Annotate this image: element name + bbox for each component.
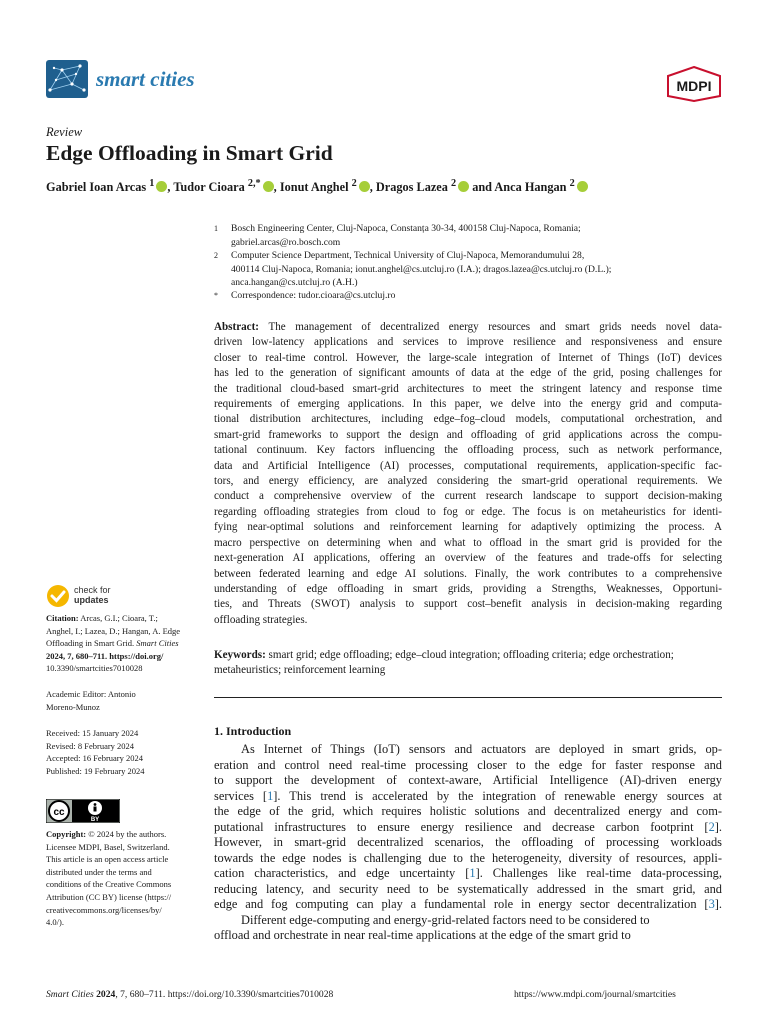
paragraph-line: reducing latency, and security need to be systematically addressed in the smart grid, and bbox=[214, 881, 722, 896]
affiliation-mark: 2 bbox=[214, 251, 218, 260]
citation-reference-link[interactable]: 1 bbox=[469, 866, 476, 880]
abstract-line: driven low-latency applications and services to improve resilience and responsiveness and ensure bbox=[214, 336, 722, 349]
paragraph-line: As Internet of Things (IoT) sensors and actuators are deployed in smart grids, op- bbox=[241, 742, 722, 756]
keywords-line: metaheuristics; reinforcement learning bbox=[214, 664, 386, 677]
citation-line: 2024, 7, 680–711. https://doi.org/ bbox=[46, 650, 164, 661]
citation-reference-link[interactable]: 1 bbox=[267, 788, 274, 803]
author-affiliation-mark: 1 bbox=[149, 178, 155, 189]
author-affiliation-mark: 2 bbox=[569, 178, 575, 189]
paragraph bbox=[214, 742, 722, 913]
paragraph-line: the edge of the grid, which requires holistic solutions and decentralized energy and com- bbox=[214, 804, 722, 818]
affiliation-line: Correspondence: tudor.cioara@cs.utcluj.ro bbox=[231, 290, 396, 301]
author-name: Tudor Cioara bbox=[173, 180, 245, 195]
footer-journal: Smart Cities bbox=[46, 989, 94, 1000]
author-affiliation-mark: 2 bbox=[351, 178, 357, 189]
footer-year: 2024 bbox=[96, 989, 116, 1000]
author-separator: , bbox=[273, 180, 280, 195]
citation-line: Arcas, G.I.; Cioara, T.; bbox=[78, 613, 158, 623]
introduction-body bbox=[214, 742, 722, 944]
abstract-line: tational continuum. Key factors influencing the offloading process, such as network performance, bbox=[214, 444, 722, 457]
abstract-line: regarding offloading strategies from cloud to fog or edge. The focus is on metaheuristics for identi- bbox=[214, 505, 722, 518]
abstract-line: tors, and energy efficiency, are analyzed considering the smart-grid operational requirements. We bbox=[214, 475, 722, 488]
author-name: Ionut Anghel bbox=[279, 180, 349, 195]
author-list bbox=[46, 178, 588, 195]
section-divider bbox=[214, 697, 722, 698]
date-received: Received: 15 January 2024 bbox=[46, 728, 139, 738]
paragraph-line: towards the edge nodes is challenging due to the heterogeneity, diversity of resources, appli- bbox=[214, 850, 722, 865]
abstract-line: smart-grid frameworks to support the design and offloading of grid applications across the compu- bbox=[214, 428, 722, 441]
affiliation-line: 400114 Cluj-Napoca, Romania; ionut.anghel@cs.utcluj.ro (I.A.); dragos.lazea@cs.utcluj.ro (D.L.); bbox=[231, 263, 612, 275]
affiliation-line: Computer Science Department, Technical University of Cluj-Napoca, Memorandumului 28, bbox=[231, 250, 585, 261]
abstract-line: data and Artificial Intelligence (AI) processes, computational requirements, application-specific fac- bbox=[214, 459, 722, 472]
section-heading: 1. Introduction bbox=[214, 724, 292, 738]
copyright-line: Attribution (CC BY) license (https:// bbox=[46, 891, 172, 902]
paragraph-line: to support the development of context-aware, Artificial Intelligence (AI)-driven energy bbox=[214, 773, 722, 787]
keywords bbox=[214, 648, 722, 679]
footer-doi-link[interactable]: , 7, 680–711. https://doi.org/10.3390/smartcities7010028 bbox=[115, 989, 334, 1000]
paragraph-line: eration and control need real-time processing closer to the edge for faster response and bbox=[214, 757, 722, 772]
affiliation-line: gabriel.arcas@ro.bosch.com bbox=[231, 236, 341, 248]
check-updates-icon bbox=[46, 584, 70, 608]
abstract-line: has led to the generation of significant amounts of data at the edge of the grid, posing challenges for bbox=[214, 367, 722, 380]
author-name: Anca Hangan bbox=[494, 180, 567, 195]
abstract-line: fying near-optimal solutions and reinforcement learning for adaptively optimizing the process. A bbox=[214, 521, 722, 534]
mdpi-logo-icon[interactable] bbox=[666, 66, 722, 102]
affiliation-mark: 1 bbox=[214, 224, 218, 233]
check-for-updates-badge[interactable] bbox=[46, 584, 126, 610]
copyright-line: 4.0/). bbox=[46, 917, 64, 928]
keywords-line: smart grid; edge offloading; edge–cloud integration; offloading criteria; edge orchestration; bbox=[268, 649, 674, 661]
abstract-line: between federated learning and edge AI solutions. Finally, the work contributes to a comprehensive bbox=[214, 567, 722, 580]
author-separator: , bbox=[369, 180, 376, 195]
publication-dates bbox=[46, 727, 198, 777]
citation-reference-link[interactable]: 3 bbox=[708, 897, 715, 911]
article-type: Review bbox=[46, 125, 83, 139]
editor-line: Moreno-Munoz bbox=[46, 701, 100, 712]
date-published: Published: 19 February 2024 bbox=[46, 765, 145, 776]
citation-journal: Smart Cities bbox=[136, 638, 179, 649]
abstract-label: Abstract: bbox=[214, 321, 269, 333]
publisher-name: MDPI bbox=[676, 78, 712, 94]
citation-reference-link[interactable]: 2 bbox=[708, 819, 715, 834]
copyright-label: Copyright: bbox=[46, 829, 87, 839]
journal-name[interactable]: smart cities bbox=[96, 67, 195, 91]
abstract bbox=[214, 320, 722, 628]
paragraph-line: offload and orchestrate in near real-time applications at the edge of the smart grid to bbox=[214, 928, 631, 942]
cc-by-label: BY bbox=[90, 817, 100, 823]
abstract-line: ties, and Threats (SWOT) analysis to support cost–benefit analysis in decision-making regarding bbox=[214, 598, 722, 611]
check-updates-text: check for bbox=[74, 585, 111, 595]
copyright-line: This article is an open access article bbox=[46, 854, 169, 865]
abstract-line: conduct a comprehensive overview of the current research landscape to support decision-making bbox=[214, 490, 722, 503]
footer-journal-url[interactable]: https://www.mdpi.com/journal/smartcities bbox=[514, 989, 676, 1000]
citation-label: Citation: bbox=[46, 613, 79, 623]
abstract-line: macro perspective on determining when and what to offload in the smart grid is provided for the bbox=[214, 536, 722, 549]
copyright-line: © 2024 by the authors. bbox=[86, 829, 167, 839]
abstract-line: tional distribution architectures, including edge–fog–cloud models, computational orchestration, and bbox=[214, 413, 722, 426]
citation-doi-link[interactable]: 10.3390/smartcities7010028 bbox=[46, 663, 143, 674]
abstract-line: understanding of edge offloading in smart grids, providing a Strengths, Weaknesses, Opportuni- bbox=[214, 582, 722, 595]
keywords-label: Keywords: bbox=[214, 649, 266, 661]
affiliation-line: anca.hangan@cs.utcluj.ro (A.H.) bbox=[231, 277, 358, 288]
paragraph-line: putational infrastructures to ensure energy resilience and decrease carbon footprint [2]. bbox=[214, 819, 722, 834]
license-link[interactable]: creativecommons.org/licenses/by/ bbox=[46, 904, 162, 915]
footer-citation bbox=[46, 989, 333, 1000]
date-revised: Revised: 8 February 2024 bbox=[46, 740, 135, 751]
affiliation-line: Bosch Engineering Center, Cluj-Napoca, Constanța 30-34, 400158 Cluj-Napoca, Romania; bbox=[231, 223, 581, 234]
svg-text:cc: cc bbox=[53, 807, 65, 818]
abstract-line: Abstract: The management of decentralized energy resources and smart grids needs novel data- bbox=[214, 321, 723, 333]
copyright-line: distributed under the terms and bbox=[46, 866, 152, 877]
orcid-icon[interactable] bbox=[263, 181, 274, 192]
academic-editor bbox=[46, 688, 198, 713]
abstract-line: next-generation AI applications, offering an overview of the features and trade-offs for selecting bbox=[214, 552, 722, 565]
abstract-line: requirements of emerging applications. In this paper, we delve into the energy grid and computa- bbox=[214, 398, 722, 411]
paragraph-line: edge and fog computing can play a fundamental role in energy sector decentralization [3]. bbox=[214, 897, 722, 911]
date-accepted: Accepted: 16 February 2024 bbox=[46, 753, 144, 764]
paragraph-line: services [1]. This trend is accelerated by the integration of renewable energy sources at bbox=[214, 788, 722, 803]
orcid-icon[interactable] bbox=[359, 181, 370, 192]
editor-line: Academic Editor: Antonio bbox=[46, 689, 136, 699]
orcid-icon[interactable] bbox=[577, 181, 588, 192]
cc-by-license-icon[interactable] bbox=[46, 799, 120, 823]
paragraph-line: However, in smart-grid decentralized scenarios, the offloading of processing workloads bbox=[214, 835, 722, 849]
journal-logo-icon bbox=[46, 60, 88, 98]
citation-line: Anghel, I.; Lazea, D.; Hangan, A. Edge bbox=[46, 625, 181, 636]
author-affiliation-mark: 2,* bbox=[247, 178, 261, 189]
paragraph-line: cation characteristics, and edge uncertainty [1]. Challenges like real-time data-processing, bbox=[214, 866, 722, 880]
abstract-line: the traditional cloud-based smart-grid architectures to meet the stringent latency and response time bbox=[214, 382, 722, 395]
copyright-line: Licensee MDPI, Basel, Switzerland. bbox=[46, 841, 170, 852]
copyright-block bbox=[46, 828, 198, 929]
check-updates-text: updates bbox=[74, 595, 109, 605]
orcid-icon[interactable] bbox=[156, 181, 167, 192]
article-title: Edge Offloading in Smart Grid bbox=[46, 141, 333, 165]
citation-line: Offloading in Smart Grid. bbox=[46, 638, 137, 649]
orcid-icon[interactable] bbox=[458, 181, 469, 192]
author-separator: and bbox=[469, 180, 495, 195]
abstract-line: offloading strategies. bbox=[214, 613, 308, 626]
affiliation-mark: * bbox=[214, 291, 218, 300]
author-name: Dragos Lazea bbox=[375, 180, 448, 195]
copyright-line: conditions of the Creative Commons bbox=[46, 879, 172, 890]
author-affiliation-mark: 2 bbox=[451, 178, 457, 189]
author-separator: , bbox=[167, 180, 174, 195]
citation-block bbox=[46, 612, 198, 675]
author-name: Gabriel Ioan Arcas bbox=[46, 180, 147, 195]
paragraph-line: Different edge-computing and energy-grid-related factors need to be considered to bbox=[241, 912, 650, 927]
abstract-line: closer to real-time control. However, the large-scale integration of Internet of Things (IoT) devices bbox=[214, 351, 722, 364]
